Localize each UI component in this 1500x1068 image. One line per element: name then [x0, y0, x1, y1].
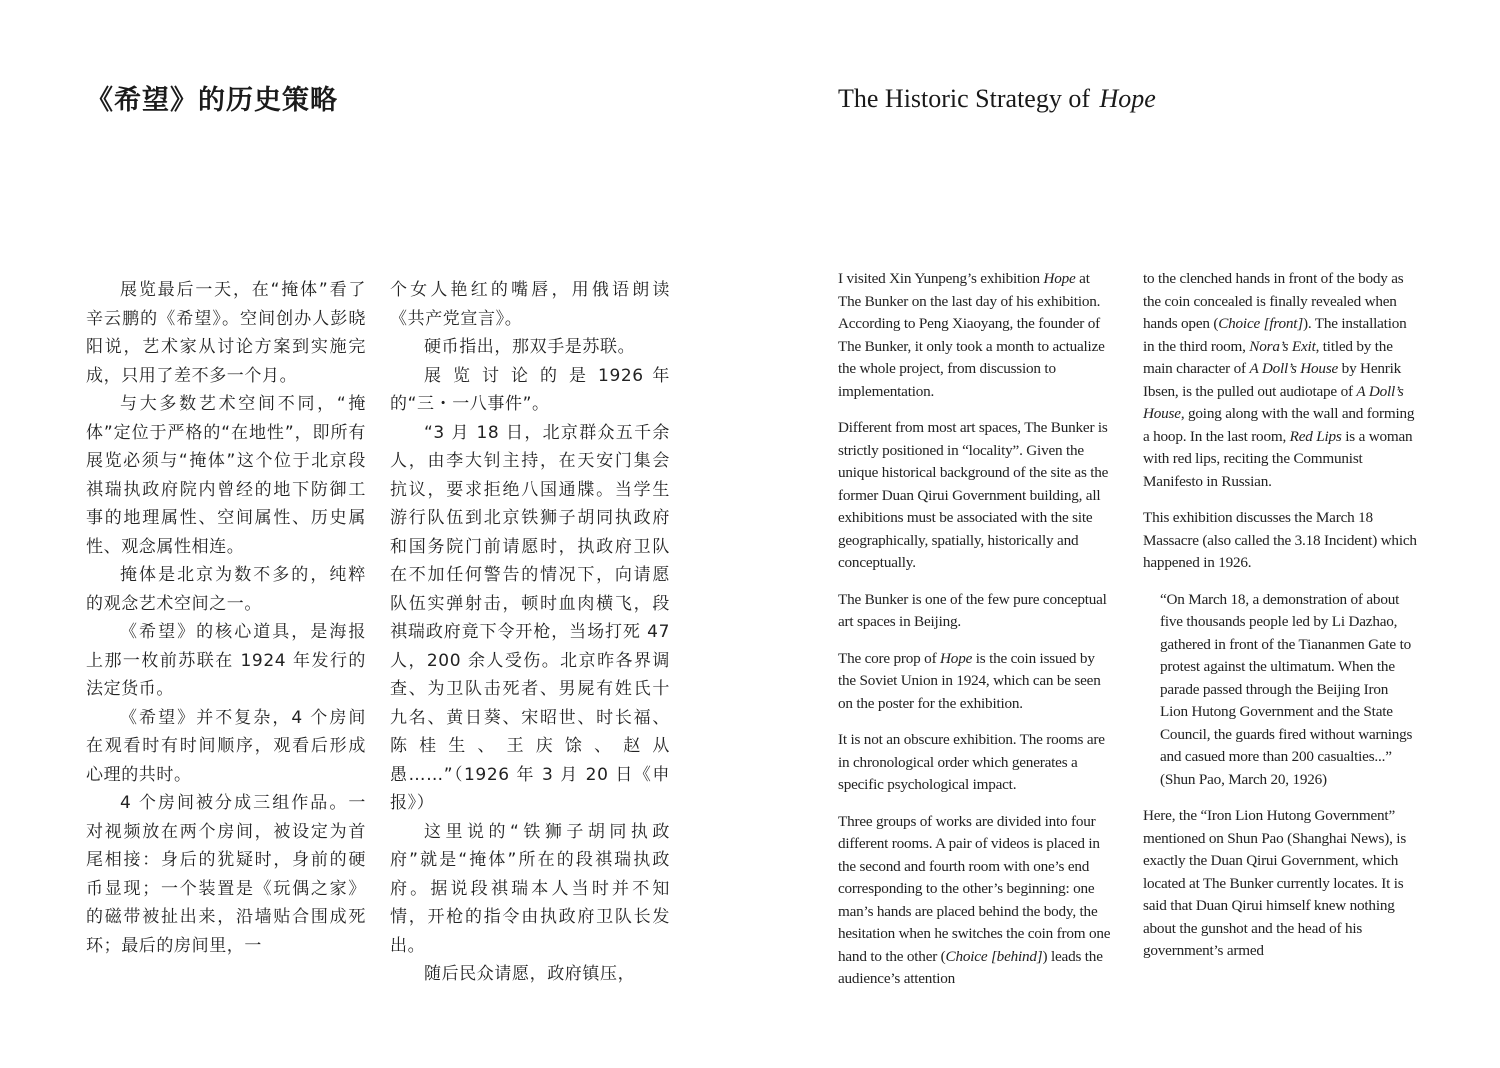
italic-title-text: Red Lips: [1289, 427, 1342, 445]
chinese-paragraph: 掩体是北京为数不多的，纯粹的观念艺术空间之一。: [86, 565, 366, 614]
english-paragraph: [1143, 507, 1419, 575]
english-title-prefix: The Historic Strategy of: [838, 84, 1090, 113]
chinese-paragraph: 展览最后一天，在“掩体”看了辛云鹏的《希望》。空间创办人彭晓阳说，艺术家从讨论方案到实施完成，只用了差不多一个月。: [86, 280, 366, 386]
chinese-paragraph: 展 览 讨 论 的 是 1926 年 的“三・一八事件”。: [390, 365, 670, 414]
english-paragraph: [838, 417, 1114, 575]
chinese-paragraph: 个女人艳红的嘴唇，用俄语朗读《共产党宣言》。: [390, 280, 670, 329]
body-text: “On March 18, a demonstration of about five thousands people led by Li Dazhao, gathered in front of the Tiananmen Gate to protest against the ultimatum. When the parade passed through the Beijing Iron Lion Hutong Government and the State Council, the guards fired without warnings and casued more than 200 casualties...” (Shun Pao, March 20, 1926): [1160, 590, 1413, 788]
chinese-column-2: [390, 276, 670, 989]
english-paragraph: [838, 268, 1114, 403]
body-text: ) leads the audience’s attention: [838, 947, 1103, 987]
body-text: The Bunker is one of the few pure conceptual art spaces in Beijing.: [838, 590, 1107, 630]
chinese-paragraph: 4 个房间被分成三组作品。一对视频放在两个房间，被设定为首尾相接：身后的犹疑时，身前的硬币显现；一个装置是《玩偶之家》的磁带被扯出来，沿墙贴合围成死环；最后的房间里，一: [86, 793, 366, 956]
body-text: , going along with the wall and forming a hoop. In the last room,: [1143, 405, 1415, 445]
body-text: by Henrik Ibsen, is the pulled out audiotape of: [1143, 360, 1402, 400]
english-title-hope: Hope: [1099, 84, 1156, 113]
chinese-column-1: [86, 276, 366, 960]
english-paragraph: [1143, 268, 1419, 493]
english-paragraph: [838, 589, 1114, 634]
italic-title-text: Choice [behind]: [945, 947, 1043, 965]
italic-title-text: A Doll’s House: [1249, 360, 1339, 377]
body-text: I visited Xin Yunpeng’s exhibition: [838, 270, 1044, 287]
body-text: It is not an obscure exhibition. The rooms are in chronological order which generates a specific psychological impact.: [838, 731, 1105, 793]
body-text: at The Bunker on the last day of his exhibition. According to Peng Xiaoyang, the founder of The Bunker, it only took a month to actualize the whole project, from discussion to implementation.: [838, 270, 1105, 400]
chinese-paragraph: 硬币指出，那双手是苏联。: [424, 337, 636, 357]
italic-title-text: Hope: [940, 649, 973, 667]
english-column-1: [838, 268, 1114, 1005]
chinese-paragraph: 与大多数艺术空间不同，“掩体”定位于严格的“在地性”，即所有展览必须与“掩体”这个位于北京段祺瑞执政府院内曾经的地下防御工事的地理属性、空间属性、历史属性、观念属性相连。: [86, 394, 366, 557]
body-text: is a woman with red lips, reciting the Communist Manifesto in Russian.: [1143, 427, 1413, 490]
english-paragraph: [1143, 805, 1419, 963]
body-text: , titled by the main character of: [1143, 337, 1393, 377]
italic-title-text: Nora’s Exit: [1249, 337, 1316, 355]
chinese-paragraph: 《希望》的核心道具，是海报上那一枚前苏联在 1924 年发行的法定货币。: [86, 622, 366, 699]
english-title: [838, 84, 1156, 114]
chinese-paragraph: 随后民众请愿，政府镇压，: [424, 964, 636, 984]
body-text: to the clenched hands in front of the body as the coin concealed is finally revealed when hands open (: [1143, 270, 1404, 332]
body-text: The core prop of: [838, 649, 941, 667]
body-text: Different from most art spaces, The Bunker is strictly positioned in “locality”. Given the unique historical background of the site as the former Duan Qirui Government building, all exhibitions must be associated with the site geographically, spatially, historically and conceptually.: [838, 419, 1109, 571]
english-paragraph: [838, 729, 1114, 797]
chinese-paragraph: 这里说的“铁狮子胡同执政府”就是“掩体”所在的段祺瑞执政府。据说段祺瑞本人当时并不知情，开枪的指令由执政府卫队长发出。: [390, 821, 670, 956]
italic-title-text: A Doll’s House: [1143, 382, 1404, 422]
english-paragraph: [838, 648, 1114, 716]
body-text: This exhibition discusses the March 18 Massacre (also called the 3.18 Incident) which happened in 1926.: [1143, 509, 1417, 571]
chinese-paragraph: 《希望》并不复杂，4 个房间在观看时有时间顺序，观看后形成心理的共时。: [86, 707, 366, 785]
english-column-2: [1143, 268, 1419, 977]
english-paragraph: [838, 811, 1114, 991]
italic-title-text: Hope: [1043, 270, 1076, 287]
italic-title-text: Choice [front]: [1218, 315, 1304, 332]
chinese-paragraph: “3 月 18 日，北京群众五千余人，由李大钊主持，在天安门集会抗议，要求拒绝八国通牒。当学生游行队伍到北京铁狮子胡同执政府和国务院门前请愿时，执政府卫队在不加任何警告的情况下，向请愿队伍实弹射击，顿时血肉横飞，段祺瑞政府竟下令开枪，当场打死 47 人，200 余人受伤。北京昨各界调查、为卫队击死者、男屍有姓氏十九名、黄日葵、宋昭世、时长福、陈桂生、王庆馀、赵从愚……”（1926 年 3 月 20 日《申报》）: [390, 422, 670, 813]
chinese-title: 《希望》的历史策略: [86, 85, 338, 116]
body-text: ). The installation in the third room,: [1143, 315, 1407, 355]
body-text: Here, the “Iron Lion Hutong Government” mentioned on Shun Pao (Shanghai News), is exactly the Duan Qirui Government, which located at The Bunker currently locates. It is said that Duan Qirui himself knew nothing about the gunshot and the head of his government’s armed: [1143, 807, 1407, 959]
body-text: is the coin issued by the Soviet Union in 1924, which can be seen on the poster for the exhibition.: [838, 649, 1101, 712]
english-quote-paragraph: [1160, 589, 1419, 792]
body-text: Three groups of works are divided into four different rooms. A pair of videos is placed in the second and fourth room with one’s end corresponding to the other’s beginning: one man’s hands are placed behind the body, the hesitation when he switches the coin from one hand to the other (: [838, 812, 1111, 965]
